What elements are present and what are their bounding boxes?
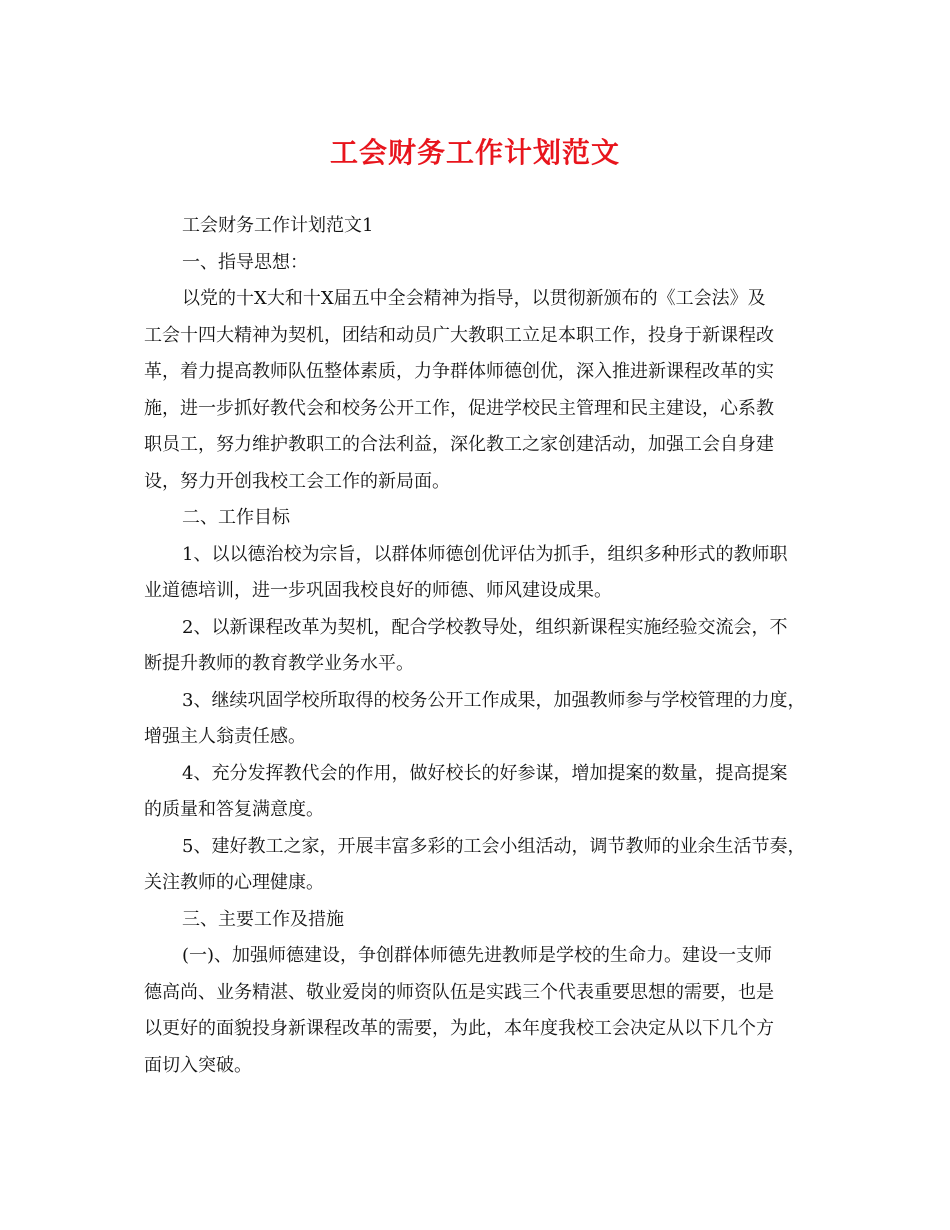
list-item-line: 的质量和答复满意度。 <box>144 799 324 820</box>
section-heading: 工会财务工作计划范文1 <box>182 215 374 236</box>
section-heading: 三、主要工作及措施 <box>182 908 344 930</box>
paragraph-line: 革，着力提高教师队伍整体素质，力争群体师德创优，深入推进新课程改革的实 <box>144 361 774 382</box>
list-item-line: 增强主人翁责任感。 <box>144 726 306 747</box>
list-item-line: 5、建好教工之家，开展丰富多彩的工会小组活动，调节教师的业余生活节奏， <box>182 835 806 857</box>
paragraph-line: (一)、加强师德建设，争创群体师德先进教师是学校的生命力。建设一支师 <box>182 945 773 966</box>
paragraph-line: 以更好的面貌投身新课程改革的需要，为此，本年度我校工会决定从以下几个方 <box>144 1018 774 1039</box>
section-heading: 二、工作目标 <box>182 507 290 528</box>
list-item-line: 关注教师的心理健康。 <box>144 872 324 893</box>
list-item-line: 1、以以德治校为宗旨，以群体师德创优评估为抓手，组织多种形式的教师职 <box>182 543 788 565</box>
paragraph-line: 工会十四大精神为契机，团结和动员广大教职工立足本职工作，投身于新课程改 <box>144 324 774 346</box>
list-item-line: 4、充分发挥教代会的作用，做好校长的好参谋，增加提案的数量，提高提案 <box>182 762 788 784</box>
list-item-line: 断提升教师的教育教学业务水平。 <box>144 653 414 674</box>
paragraph-line: 以党的十X大和十X届五中全会精神为指导，以贯彻新颁布的《工会法》及 <box>182 288 766 309</box>
paragraph-line: 面切入突破。 <box>144 1054 252 1076</box>
list-item-line: 业道德培训，进一步巩固我校良好的师德、师风建设成果。 <box>144 580 612 601</box>
list-item-line: 2、以新课程改革为契机，配合学校教导处，组织新课程实施经验交流会，不 <box>182 616 788 638</box>
document-title: 工会财务工作计划范文 <box>329 136 620 169</box>
paragraph-line: 德高尚、业务精湛、敬业爱岗的师资队伍是实践三个代表重要思想的需要，也是 <box>144 981 774 1003</box>
paragraph-line: 施，进一步抓好教代会和校务公开工作，促进学校民主管理和民主建设，心系教 <box>144 397 774 419</box>
list-item-line: 3、继续巩固学校所取得的校务公开工作成果，加强教师参与学校管理的力度， <box>182 689 806 711</box>
section-heading: 一、指导思想： <box>182 251 308 273</box>
paragraph-line: 职员工，努力维护教职工的合法利益，深化教工之家创建活动，加强工会自身建 <box>144 434 774 455</box>
paragraph-line: 设，努力开创我校工会工作的新局面。 <box>144 470 450 492</box>
document-body <box>144 208 824 1084</box>
